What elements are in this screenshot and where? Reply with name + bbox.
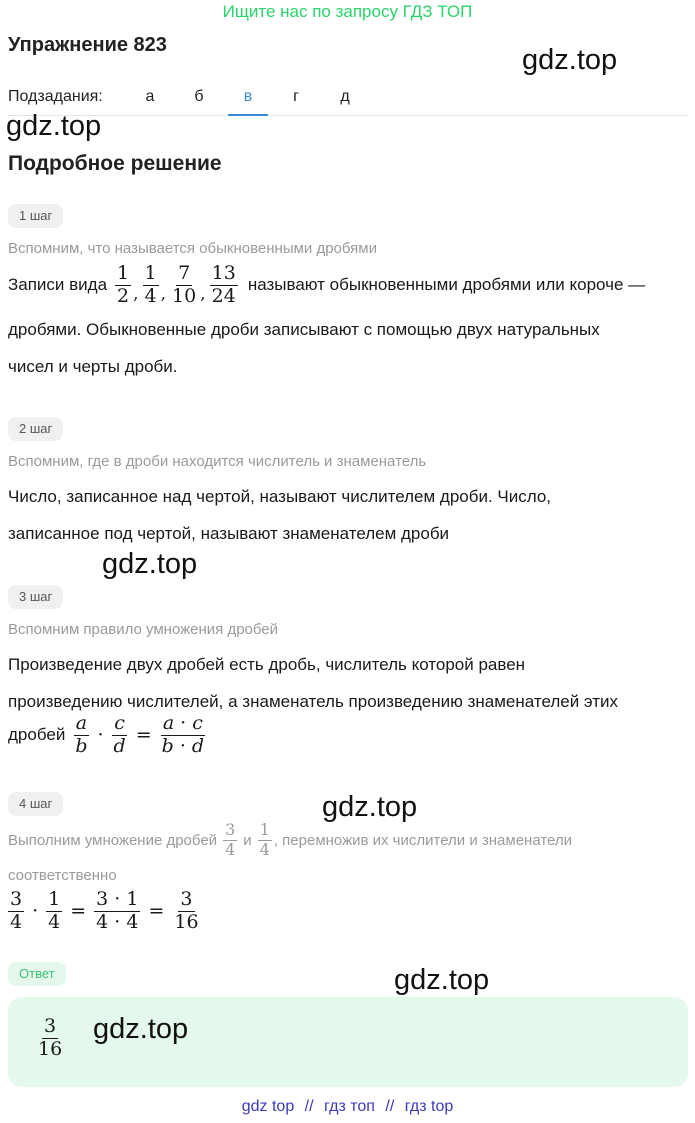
equals-sign: = [148, 900, 165, 923]
fraction-numerator [161, 714, 205, 736]
fraction-denominator: 4 [225, 839, 236, 859]
watermark: gdz.top [6, 110, 102, 142]
fraction [94, 890, 140, 933]
fraction-numerator: 1 [259, 820, 270, 839]
fraction-numerator: 3 [225, 820, 236, 839]
variable: b [75, 734, 88, 757]
fraction [73, 714, 89, 757]
fraction [258, 822, 272, 859]
footer-separator: // [304, 1098, 314, 1115]
answer-value [34, 1017, 66, 1060]
fraction-denominator: 4 [10, 910, 23, 933]
fraction-numerator: 3 · 1 [96, 888, 139, 910]
watermark: gdz.top [102, 548, 198, 580]
footer-links [0, 1098, 695, 1116]
comma: , [160, 283, 167, 304]
step-1-first-line [8, 264, 645, 307]
hint-text: Выполним умножение дробей [8, 831, 218, 849]
step-badge: 4 шаг [8, 792, 63, 816]
fraction-numerator: 7 [178, 262, 191, 284]
fraction-denominator: 4 [259, 839, 270, 859]
fraction [210, 264, 238, 307]
fraction [160, 714, 206, 757]
step-hint: Вспомним, что называется обыкновенными дробями [8, 240, 377, 257]
fraction-denominator [112, 736, 128, 757]
hint-text: и [243, 831, 252, 849]
step-text: дробями. Обыкновенные дроби записывают с помощью двух натуральных [8, 320, 600, 339]
watermark: gdz.top [322, 791, 418, 823]
expression: b · d [161, 734, 205, 757]
watermark: gdz.top [522, 44, 618, 76]
fraction-denominator [160, 736, 206, 757]
step-text: называют обыкновенными дробями или короче — [247, 275, 646, 295]
fraction-numerator: 1 [48, 888, 61, 910]
footer-separator: // [385, 1098, 395, 1115]
fraction-numerator: 1 [117, 262, 130, 284]
fraction-denominator: 4 · 4 [96, 910, 139, 933]
step-text: Число, записанное над чертой, называют числителем дроби. Число, [8, 487, 552, 506]
tab-d[interactable]: д [340, 88, 350, 105]
hint-text: , перемножив их числители и знаменатели [273, 831, 573, 849]
footer-link[interactable]: гдз top [404, 1098, 454, 1115]
calculation [6, 890, 203, 933]
fraction-denominator: 4 [144, 284, 157, 307]
step-text: чисел и черты дроби. [8, 357, 178, 376]
variable: c [114, 712, 125, 734]
fraction-denominator: 10 [172, 284, 197, 307]
fraction [112, 714, 128, 757]
fraction-denominator: 2 [117, 284, 130, 307]
step-hint: Вспомним правило умножения дробей [8, 621, 279, 638]
step-text: записанное под чертой, называют знаменателем дроби [8, 524, 450, 543]
multiply-sign: · [97, 724, 104, 747]
fraction-denominator: 16 [38, 1037, 63, 1060]
fraction [36, 1017, 64, 1060]
top-banner: Ищите нас по запросу ГДЗ ТОП [222, 2, 473, 21]
tab-g[interactable]: г [293, 88, 299, 105]
fraction-numerator: 3 [10, 888, 23, 910]
step-hint: Вспомним, где в дроби находится числитель и знаменатель [8, 453, 427, 470]
fraction [172, 890, 200, 933]
step-hint: соответственно [8, 867, 117, 884]
variable: a [75, 712, 88, 734]
multiply-sign: · [32, 900, 39, 923]
section-title: Подробное решение [8, 152, 222, 175]
tab-a[interactable]: а [145, 88, 155, 105]
step-hint [8, 822, 572, 859]
subtasks-bar [8, 86, 688, 116]
fraction [8, 890, 24, 933]
footer-link[interactable]: gdz top [241, 1098, 295, 1115]
tab-v-active[interactable]: в [228, 86, 268, 116]
step-text: произведению числителей, а знаменатель произведению знаменателей этих [8, 692, 619, 711]
fraction-denominator: 16 [174, 910, 199, 933]
watermark: gdz.top [394, 964, 490, 996]
watermark: gdz.top [93, 1013, 189, 1045]
fraction-numerator: 3 [44, 1015, 57, 1037]
fraction [143, 264, 159, 307]
step-badge: 1 шаг [8, 204, 63, 228]
fraction [170, 264, 198, 307]
multiplication-rule [8, 714, 208, 757]
fraction-numerator: 3 [180, 888, 193, 910]
step-text: Записи вида [8, 275, 108, 295]
expression: a · c [162, 712, 203, 734]
page-title: Упражнение 823 [8, 34, 167, 56]
subtasks-label: Подзадания: [8, 88, 103, 105]
fraction-numerator [74, 714, 89, 736]
answer-badge: Ответ [8, 962, 66, 986]
fraction-denominator: 4 [48, 910, 61, 933]
step-text: Произведение двух дробей есть дробь, числитель которой равен [8, 655, 526, 674]
fraction-numerator: 13 [211, 262, 236, 284]
answer-box [8, 997, 688, 1087]
equals-sign: = [135, 724, 152, 747]
step-badge: 2 шаг [8, 417, 63, 441]
footer-link[interactable]: гдз топ [324, 1098, 375, 1115]
comma: , [133, 283, 139, 304]
equals-sign: = [70, 900, 87, 923]
variable: d [113, 734, 126, 757]
fraction-denominator [73, 736, 89, 757]
comma: , [200, 283, 206, 304]
fraction [115, 264, 131, 307]
step-badge: 3 шаг [8, 585, 63, 609]
fraction [223, 822, 237, 859]
fraction [46, 890, 62, 933]
step-text: дробей [8, 725, 66, 745]
fraction-denominator: 24 [211, 284, 236, 307]
tab-b[interactable]: б [194, 88, 204, 105]
fraction-numerator: 1 [144, 262, 157, 284]
fraction-numerator [112, 714, 127, 736]
